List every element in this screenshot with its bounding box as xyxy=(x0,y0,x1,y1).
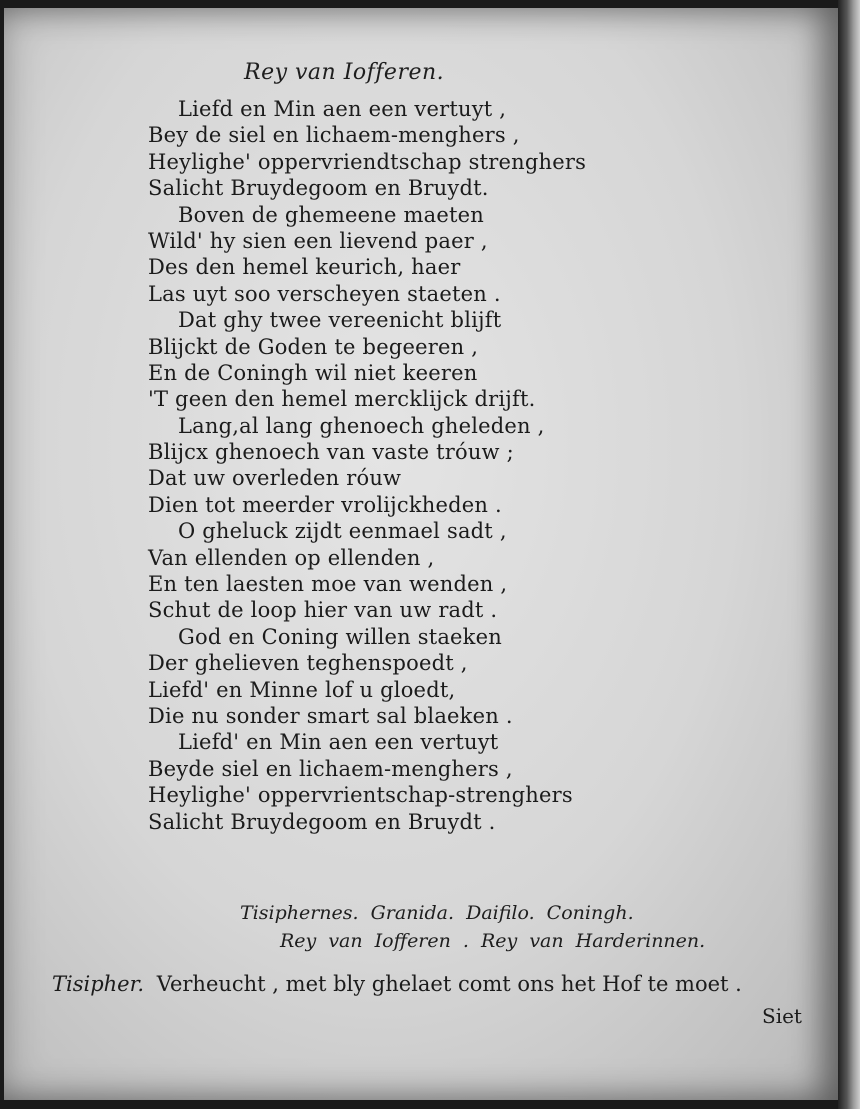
catchword: Siet xyxy=(762,1004,802,1028)
speech-text: Verheucht , met bly ghelaet comt ons het Hof te moet . xyxy=(156,972,742,996)
verse-line: Boven de ghemeene maeten xyxy=(178,202,484,227)
verse-line: 'T geen den hemel mercklijck drijft. xyxy=(148,387,536,412)
verse-line: Liefd' en Minne lof u gloedt, xyxy=(148,677,456,702)
verse-line: Schut de loop hier van uw radt . xyxy=(148,598,498,623)
verse-line: Van ellenden op ellenden , xyxy=(148,545,435,570)
speech-line xyxy=(52,972,742,996)
verse-line: Dat ghy twee vereenicht blijft xyxy=(178,308,502,333)
persons-list-row2: Rey van Iofferen . Rey van Harderinnen. xyxy=(280,930,706,952)
verse-line: Blijckt de Goden te begeeren , xyxy=(148,334,479,359)
persons-list-row1: Tisiphernes. Granida. Daifilo. Coningh. xyxy=(240,902,634,924)
verse-line: Bey de siel en lichaem-menghers , xyxy=(148,123,520,148)
verse-line: Dat uw overleden róuw xyxy=(148,466,402,491)
page-heading: Rey van Iofferen. xyxy=(244,60,445,85)
verse-line: Heylighe' oppervriendtschap strenghers xyxy=(148,149,587,174)
verse-line: Blijcx ghenoech van vaste tróuw ; xyxy=(148,440,514,465)
verse-line: Liefd' en Min aen een vertuyt xyxy=(178,730,499,755)
verse-line: Der ghelieven teghenspoedt , xyxy=(148,651,468,676)
verse-line: O gheluck zijdt eenmael sadt , xyxy=(178,519,507,544)
book-gutter xyxy=(838,0,860,1109)
verse-line: God en Coning willen staeken xyxy=(178,624,502,649)
verse-line: Lang,al lang ghenoech gheleden , xyxy=(178,413,545,438)
verse-line: Des den hemel keurich, haer xyxy=(148,255,461,280)
verse-line: En ten laesten moe van wenden , xyxy=(148,572,508,597)
verse-line: Die nu sonder smart sal blaeken . xyxy=(148,703,513,728)
verse-line: En de Coningh wil niet keeren xyxy=(148,360,478,385)
verse-line: Salicht Bruydegoom en Bruydt. xyxy=(148,176,489,201)
verse-line: Dien tot meerder vrolijckheden . xyxy=(148,492,502,517)
verse-line: Beyde siel en lichaem-menghers , xyxy=(148,756,513,781)
verse-line: Salicht Bruydegoom en Bruydt . xyxy=(148,809,496,834)
speaker-name: Tisipher. xyxy=(52,972,145,996)
verse-line: Liefd en Min aen een vertuyt , xyxy=(178,97,507,121)
verse-block xyxy=(148,96,586,835)
verse-line: Wild' hy sien een lievend paer , xyxy=(148,228,488,253)
verse-line: Las uyt soo verscheyen staeten . xyxy=(148,281,501,306)
verse-line: Heylighe' oppervrientschap-strenghers xyxy=(148,783,573,808)
